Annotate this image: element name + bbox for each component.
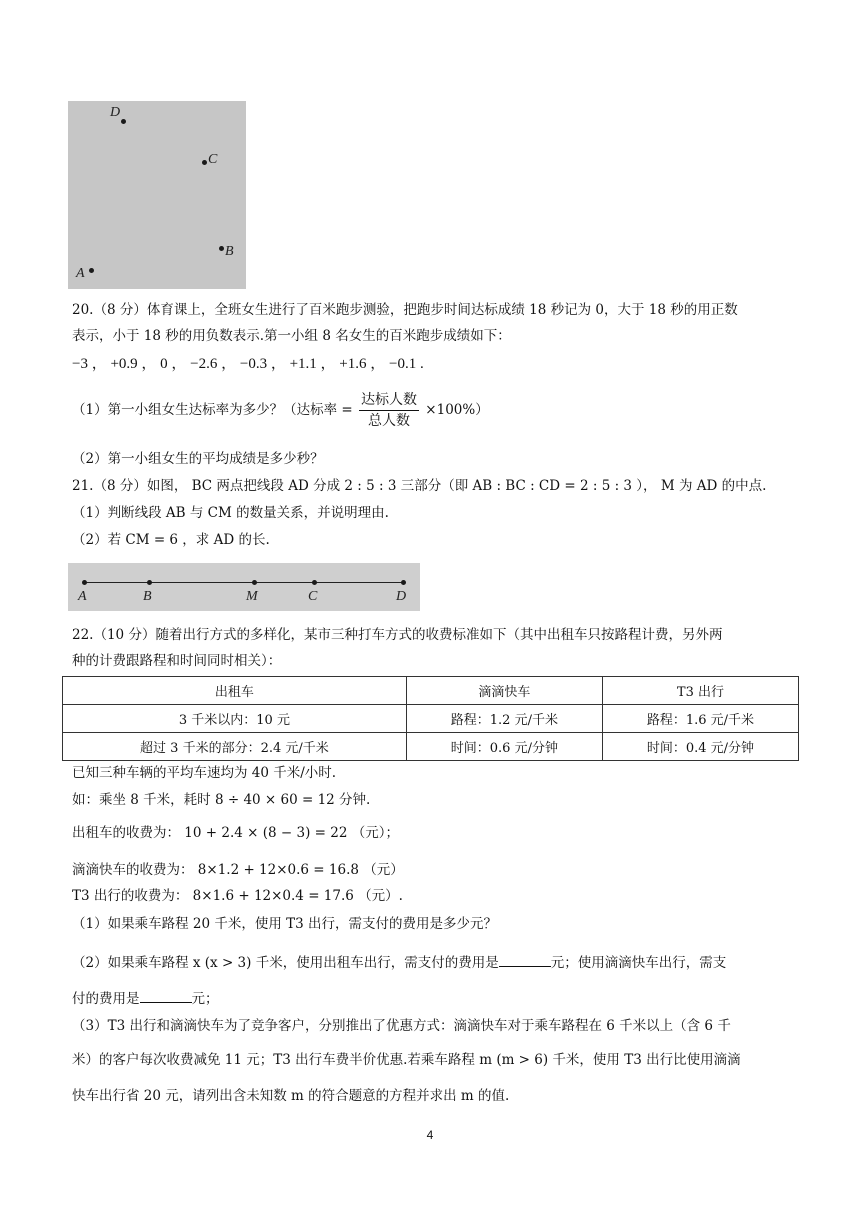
- segment-point-m: [252, 580, 257, 585]
- q21-part-2: （2）若 CM = 6 ，求 AD 的长.: [72, 532, 270, 548]
- table-row: [63, 733, 799, 761]
- point-c: [202, 160, 207, 165]
- segment-point-a: [82, 580, 87, 585]
- q22-part-3-line-2: 米）的客户每次收费减免 11 元；T3 出行车费半价优惠.若乘车路程 m (m > 6) 千米，使用 T3 出行比使用滴滴: [72, 1052, 741, 1068]
- q22-part-2-middle: 元；使用滴滴快车出行，需支: [550, 955, 727, 971]
- point-b: [219, 246, 224, 251]
- q22-part-2-line-2-prefix: 付的费用是: [72, 991, 140, 1007]
- answer-blank-didi[interactable]: [140, 988, 192, 1003]
- segment-point-c: [312, 580, 317, 585]
- table-row: [63, 705, 799, 733]
- segment-line: [84, 582, 404, 583]
- q20-part-1-prefix: （1）第一小组女生达标率为多少？（达标率 =: [72, 402, 353, 418]
- table-cell: 时间：0.6 元/分钟: [406, 733, 602, 761]
- q22-line-3: 出租车的收费为： 10 + 2.4 × (8 − 3) = 22 （元）；: [72, 825, 399, 841]
- point-a: [89, 268, 94, 273]
- point-label-b: B: [225, 244, 234, 259]
- table-cell: 超过 3 千米的部分：2.4 元/千米: [63, 733, 407, 761]
- segment-label-a: A: [78, 589, 87, 604]
- q21-part-1: （1）判断线段 AB 与 CM 的数量关系，并说明理由.: [72, 505, 389, 521]
- q22-stem-1: 22.（10 分）随着出行方式的多样化，某市三种打车方式的收费标准如下（其中出租车只按路程计费，另外两: [72, 627, 723, 643]
- q22-line-5: T3 出行的收费为： 8×1.6 + 12×0.4 = 17.6 （元）.: [72, 888, 403, 904]
- answer-blank-taxi[interactable]: [499, 952, 551, 967]
- table-header-row: [63, 677, 799, 705]
- point-d: [121, 119, 126, 124]
- table-cell: 路程：1.2 元/千米: [406, 705, 602, 733]
- q20-part-1: [72, 388, 489, 432]
- table-header-cell: 出租车: [63, 677, 407, 705]
- fee-table: [62, 676, 799, 761]
- q22-line-2: 如：乘坐 8 千米，耗时 8 ÷ 40 × 60 = 12 分钟.: [72, 792, 371, 808]
- table-cell: 3 千米以内：10 元: [63, 705, 407, 733]
- q22-line-1: 已知三种车辆的平均车速均为 40 千米/小时.: [72, 765, 337, 781]
- q22-stem-2: 种的计费跟路程和时间同时相关）：: [72, 653, 282, 669]
- q22-part-2-line-2-suffix: 元；: [191, 991, 219, 1007]
- q22-part-3-line-3: 快车出行省 20 元，请列出含未知数 m 的符合题意的方程并求出 m 的值.: [72, 1088, 510, 1104]
- segment-label-m: M: [246, 589, 258, 604]
- q20-part-1-suffix: ×100%）: [425, 402, 489, 418]
- q20-scores: −3 ， +0.9 ， 0 ， −2.6 ， −0.3 ， +1.1 ， +1.6 ， −0.1 .: [72, 356, 424, 372]
- pass-rate-fraction: [359, 390, 419, 431]
- segment-label-b: B: [143, 589, 152, 604]
- q21-stem: 21.（8 分）如图， BC 两点把线段 AD 分成 2 : 5 : 3 三部分（即 AB : BC : CD = 2 : 5 : 3 ）， M 为 AD 的中点.: [72, 478, 767, 494]
- segment-figure: [68, 563, 420, 611]
- point-label-d: D: [110, 105, 121, 120]
- segment-point-b: [147, 580, 152, 585]
- table-header-cell: T3 出行: [602, 677, 798, 705]
- q20-stem-1: 20.（8 分）体育课上，全班女生进行了百米跑步测验，把跑步时间达标成绩 18 秒记为 0，大于 18 秒的用正数: [72, 302, 738, 318]
- q20-stem-2: 表示，小于 18 秒的用负数表示.第一小组 8 名女生的百米跑步成绩如下：: [72, 328, 511, 344]
- q22-part-2-line-2: [72, 988, 219, 1009]
- q22-line-4: 滴滴快车的收费为： 8×1.2 + 12×0.6 = 16.8 （元）: [72, 862, 404, 878]
- point-label-a: A: [76, 266, 85, 281]
- q20-part-2: （2）第一小组女生的平均成绩是多少秒？: [72, 451, 324, 467]
- q22-part-2-line-1: [72, 952, 726, 973]
- segment-label-c: C: [308, 589, 318, 604]
- table-header-cell: 滴滴快车: [406, 677, 602, 705]
- segment-point-d: [401, 580, 406, 585]
- table-cell: 路程：1.6 元/千米: [602, 705, 798, 733]
- point-label-c: C: [208, 152, 218, 167]
- fraction-numerator: 达标人数: [359, 390, 419, 411]
- points-figure: [68, 101, 246, 289]
- q22-part-3-line-1: （3）T3 出行和滴滴快车为了竞争客户，分别推出了优惠方式：滴滴快车对于乘车路程在 6 千米以上（含 6 千: [72, 1018, 731, 1034]
- segment-label-d: D: [396, 589, 407, 604]
- q22-part-1: （1）如果乘车路程 20 千米，使用 T3 出行，需支付的费用是多少元？: [72, 916, 498, 932]
- page-number: 4: [426, 1128, 434, 1142]
- table-cell: 时间：0.4 元/分钟: [602, 733, 798, 761]
- fraction-denominator: 总人数: [368, 413, 410, 429]
- q22-part-2-prefix: （2）如果乘车路程 x (x > 3) 千米，使用出租车出行，需支付的费用是: [72, 955, 499, 971]
